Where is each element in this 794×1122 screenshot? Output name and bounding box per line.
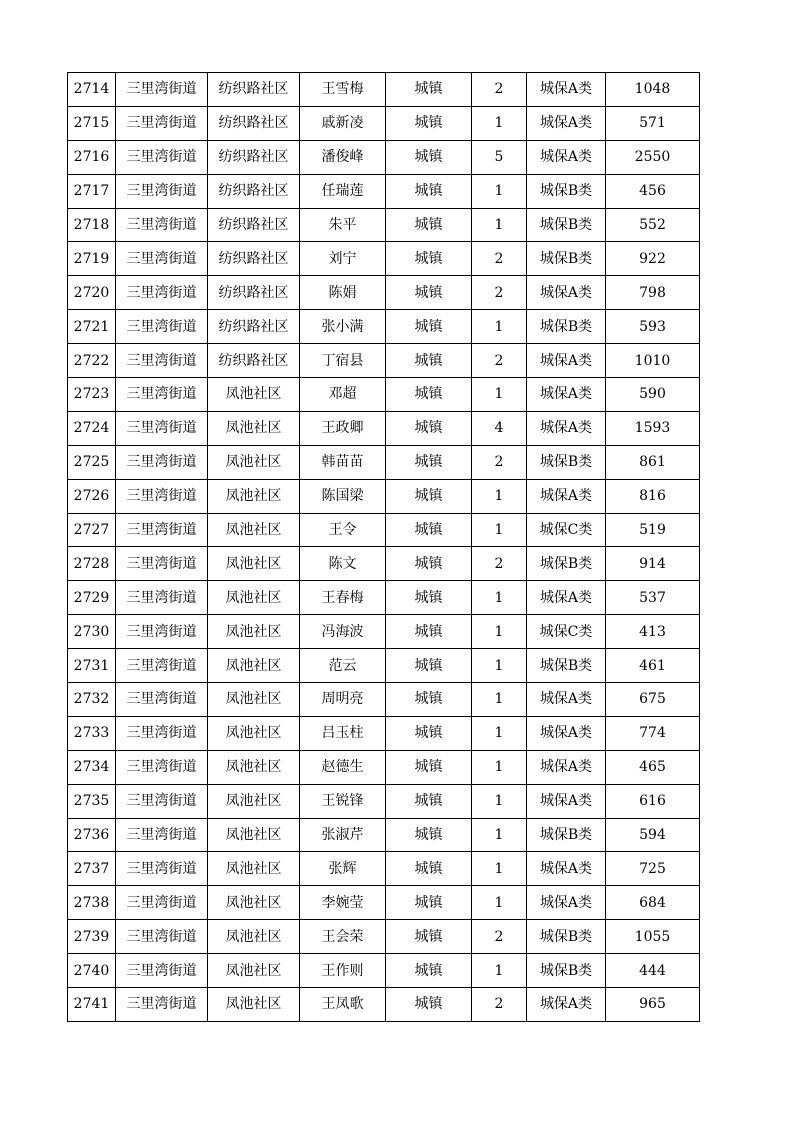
area-type-cell: 城镇 (386, 716, 472, 750)
record-number-cell: 2719 (68, 242, 116, 276)
record-number-cell: 2715 (68, 106, 116, 140)
household-count-cell: 1 (472, 818, 527, 852)
table-row (68, 106, 700, 140)
street-cell: 三里湾街道 (116, 988, 208, 1022)
record-number-cell: 2737 (68, 852, 116, 886)
community-cell: 凤池社区 (208, 581, 300, 615)
record-number-cell: 2727 (68, 513, 116, 547)
area-type-cell: 城镇 (386, 276, 472, 310)
street-cell: 三里湾街道 (116, 886, 208, 920)
household-count-cell: 4 (472, 411, 527, 445)
category-cell: 城保A类 (527, 750, 606, 784)
area-type-cell: 城镇 (386, 378, 472, 412)
record-number-cell: 2734 (68, 750, 116, 784)
area-type-cell: 城镇 (386, 649, 472, 683)
area-type-cell: 城镇 (386, 310, 472, 344)
category-cell: 城保A类 (527, 716, 606, 750)
amount-cell: 965 (606, 988, 700, 1022)
area-type-cell: 城镇 (386, 344, 472, 378)
area-type-cell: 城镇 (386, 73, 472, 107)
category-cell: 城保B类 (527, 954, 606, 988)
person-name-cell: 任瑞莲 (300, 174, 386, 208)
street-cell: 三里湾街道 (116, 445, 208, 479)
area-type-cell: 城镇 (386, 615, 472, 649)
table-row (68, 276, 700, 310)
amount-cell: 465 (606, 750, 700, 784)
street-cell: 三里湾街道 (116, 344, 208, 378)
community-cell: 凤池社区 (208, 445, 300, 479)
record-number-cell: 2717 (68, 174, 116, 208)
community-cell: 凤池社区 (208, 547, 300, 581)
household-count-cell: 1 (472, 784, 527, 818)
area-type-cell: 城镇 (386, 242, 472, 276)
record-number-cell: 2729 (68, 581, 116, 615)
amount-cell: 922 (606, 242, 700, 276)
household-count-cell: 2 (472, 242, 527, 276)
amount-cell: 675 (606, 683, 700, 717)
street-cell: 三里湾街道 (116, 208, 208, 242)
street-cell: 三里湾街道 (116, 750, 208, 784)
household-count-cell: 2 (472, 73, 527, 107)
category-cell: 城保C类 (527, 615, 606, 649)
amount-cell: 552 (606, 208, 700, 242)
area-type-cell: 城镇 (386, 886, 472, 920)
record-number-cell: 2731 (68, 649, 116, 683)
household-count-cell: 2 (472, 445, 527, 479)
record-number-cell: 2739 (68, 920, 116, 954)
household-count-cell: 2 (472, 920, 527, 954)
community-cell: 凤池社区 (208, 750, 300, 784)
amount-cell: 861 (606, 445, 700, 479)
table-row (68, 310, 700, 344)
table-row (68, 378, 700, 412)
table-body (68, 73, 700, 1022)
person-name-cell: 王春梅 (300, 581, 386, 615)
street-cell: 三里湾街道 (116, 818, 208, 852)
community-cell: 纺织路社区 (208, 242, 300, 276)
household-count-cell: 1 (472, 174, 527, 208)
community-cell: 纺织路社区 (208, 140, 300, 174)
household-count-cell: 5 (472, 140, 527, 174)
person-name-cell: 陈文 (300, 547, 386, 581)
category-cell: 城保A类 (527, 886, 606, 920)
record-number-cell: 2728 (68, 547, 116, 581)
table-row (68, 242, 700, 276)
household-count-cell: 1 (472, 106, 527, 140)
amount-cell: 1593 (606, 411, 700, 445)
record-number-cell: 2741 (68, 988, 116, 1022)
record-number-cell: 2716 (68, 140, 116, 174)
street-cell: 三里湾街道 (116, 683, 208, 717)
table-row (68, 615, 700, 649)
category-cell: 城保A类 (527, 479, 606, 513)
community-cell: 纺织路社区 (208, 310, 300, 344)
street-cell: 三里湾街道 (116, 310, 208, 344)
community-cell: 凤池社区 (208, 852, 300, 886)
household-count-cell: 2 (472, 276, 527, 310)
record-number-cell: 2722 (68, 344, 116, 378)
area-type-cell: 城镇 (386, 174, 472, 208)
amount-cell: 456 (606, 174, 700, 208)
household-count-cell: 1 (472, 852, 527, 886)
area-type-cell: 城镇 (386, 784, 472, 818)
category-cell: 城保B类 (527, 174, 606, 208)
street-cell: 三里湾街道 (116, 784, 208, 818)
area-type-cell: 城镇 (386, 513, 472, 547)
person-name-cell: 陈国梁 (300, 479, 386, 513)
table-row (68, 73, 700, 107)
street-cell: 三里湾街道 (116, 479, 208, 513)
street-cell: 三里湾街道 (116, 920, 208, 954)
community-cell: 纺织路社区 (208, 73, 300, 107)
category-cell: 城保B类 (527, 445, 606, 479)
household-count-cell: 1 (472, 615, 527, 649)
amount-cell: 590 (606, 378, 700, 412)
table-row (68, 649, 700, 683)
community-cell: 凤池社区 (208, 716, 300, 750)
community-cell: 纺织路社区 (208, 276, 300, 310)
community-cell: 凤池社区 (208, 378, 300, 412)
person-name-cell: 王令 (300, 513, 386, 547)
amount-cell: 444 (606, 954, 700, 988)
category-cell: 城保A类 (527, 276, 606, 310)
community-cell: 纺织路社区 (208, 208, 300, 242)
community-cell: 凤池社区 (208, 818, 300, 852)
amount-cell: 2550 (606, 140, 700, 174)
person-name-cell: 范云 (300, 649, 386, 683)
person-name-cell: 丁宿县 (300, 344, 386, 378)
area-type-cell: 城镇 (386, 852, 472, 886)
amount-cell: 798 (606, 276, 700, 310)
table-row (68, 208, 700, 242)
amount-cell: 1048 (606, 73, 700, 107)
category-cell: 城保B类 (527, 649, 606, 683)
amount-cell: 537 (606, 581, 700, 615)
street-cell: 三里湾街道 (116, 581, 208, 615)
person-name-cell: 张小满 (300, 310, 386, 344)
record-number-cell: 2714 (68, 73, 116, 107)
table-row (68, 581, 700, 615)
category-cell: 城保B类 (527, 310, 606, 344)
beneficiary-table (67, 72, 700, 1022)
record-number-cell: 2730 (68, 615, 116, 649)
street-cell: 三里湾街道 (116, 547, 208, 581)
street-cell: 三里湾街道 (116, 852, 208, 886)
person-name-cell: 王凤歌 (300, 988, 386, 1022)
community-cell: 凤池社区 (208, 513, 300, 547)
community-cell: 凤池社区 (208, 649, 300, 683)
street-cell: 三里湾街道 (116, 649, 208, 683)
amount-cell: 1010 (606, 344, 700, 378)
area-type-cell: 城镇 (386, 445, 472, 479)
household-count-cell: 1 (472, 479, 527, 513)
record-number-cell: 2723 (68, 378, 116, 412)
amount-cell: 816 (606, 479, 700, 513)
table-row (68, 784, 700, 818)
community-cell: 纺织路社区 (208, 344, 300, 378)
record-number-cell: 2724 (68, 411, 116, 445)
area-type-cell: 城镇 (386, 208, 472, 242)
category-cell: 城保A类 (527, 344, 606, 378)
table-row (68, 818, 700, 852)
category-cell: 城保B类 (527, 818, 606, 852)
table-row (68, 344, 700, 378)
household-count-cell: 1 (472, 208, 527, 242)
street-cell: 三里湾街道 (116, 174, 208, 208)
person-name-cell: 王锐锋 (300, 784, 386, 818)
person-name-cell: 陈娟 (300, 276, 386, 310)
record-number-cell: 2732 (68, 683, 116, 717)
amount-cell: 413 (606, 615, 700, 649)
community-cell: 纺织路社区 (208, 174, 300, 208)
community-cell: 凤池社区 (208, 886, 300, 920)
table-row (68, 445, 700, 479)
table-row (68, 954, 700, 988)
area-type-cell: 城镇 (386, 683, 472, 717)
household-count-cell: 2 (472, 988, 527, 1022)
area-type-cell: 城镇 (386, 581, 472, 615)
record-number-cell: 2738 (68, 886, 116, 920)
street-cell: 三里湾街道 (116, 106, 208, 140)
table-row (68, 716, 700, 750)
table-row (68, 886, 700, 920)
person-name-cell: 王会荣 (300, 920, 386, 954)
community-cell: 凤池社区 (208, 920, 300, 954)
person-name-cell: 刘宁 (300, 242, 386, 276)
category-cell: 城保A类 (527, 683, 606, 717)
person-name-cell: 周明亮 (300, 683, 386, 717)
street-cell: 三里湾街道 (116, 716, 208, 750)
category-cell: 城保B类 (527, 242, 606, 276)
person-name-cell: 朱平 (300, 208, 386, 242)
street-cell: 三里湾街道 (116, 242, 208, 276)
category-cell: 城保A类 (527, 988, 606, 1022)
amount-cell: 914 (606, 547, 700, 581)
person-name-cell: 韩苗苗 (300, 445, 386, 479)
table-row (68, 547, 700, 581)
community-cell: 凤池社区 (208, 615, 300, 649)
area-type-cell: 城镇 (386, 750, 472, 784)
household-count-cell: 1 (472, 683, 527, 717)
record-number-cell: 2718 (68, 208, 116, 242)
person-name-cell: 李婉莹 (300, 886, 386, 920)
household-count-cell: 1 (472, 513, 527, 547)
person-name-cell: 赵德生 (300, 750, 386, 784)
category-cell: 城保B类 (527, 547, 606, 581)
amount-cell: 684 (606, 886, 700, 920)
person-name-cell: 戚新凌 (300, 106, 386, 140)
record-number-cell: 2721 (68, 310, 116, 344)
amount-cell: 571 (606, 106, 700, 140)
community-cell: 凤池社区 (208, 683, 300, 717)
community-cell: 凤池社区 (208, 784, 300, 818)
household-count-cell: 1 (472, 378, 527, 412)
area-type-cell: 城镇 (386, 140, 472, 174)
category-cell: 城保A类 (527, 106, 606, 140)
street-cell: 三里湾街道 (116, 276, 208, 310)
record-number-cell: 2733 (68, 716, 116, 750)
area-type-cell: 城镇 (386, 818, 472, 852)
area-type-cell: 城镇 (386, 988, 472, 1022)
street-cell: 三里湾街道 (116, 513, 208, 547)
amount-cell: 616 (606, 784, 700, 818)
community-cell: 纺织路社区 (208, 106, 300, 140)
table-row (68, 683, 700, 717)
record-number-cell: 2736 (68, 818, 116, 852)
category-cell: 城保A类 (527, 581, 606, 615)
community-cell: 凤池社区 (208, 988, 300, 1022)
person-name-cell: 张辉 (300, 852, 386, 886)
household-count-cell: 1 (472, 649, 527, 683)
amount-cell: 725 (606, 852, 700, 886)
table-row (68, 750, 700, 784)
amount-cell: 519 (606, 513, 700, 547)
amount-cell: 461 (606, 649, 700, 683)
category-cell: 城保A类 (527, 140, 606, 174)
amount-cell: 774 (606, 716, 700, 750)
person-name-cell: 王作则 (300, 954, 386, 988)
person-name-cell: 王雪梅 (300, 73, 386, 107)
community-cell: 凤池社区 (208, 411, 300, 445)
household-count-cell: 1 (472, 716, 527, 750)
category-cell: 城保A类 (527, 73, 606, 107)
area-type-cell: 城镇 (386, 411, 472, 445)
street-cell: 三里湾街道 (116, 411, 208, 445)
area-type-cell: 城镇 (386, 479, 472, 513)
street-cell: 三里湾街道 (116, 378, 208, 412)
area-type-cell: 城镇 (386, 920, 472, 954)
category-cell: 城保B类 (527, 920, 606, 954)
community-cell: 凤池社区 (208, 479, 300, 513)
category-cell: 城保A类 (527, 378, 606, 412)
record-number-cell: 2720 (68, 276, 116, 310)
record-number-cell: 2725 (68, 445, 116, 479)
record-number-cell: 2740 (68, 954, 116, 988)
household-count-cell: 1 (472, 886, 527, 920)
street-cell: 三里湾街道 (116, 140, 208, 174)
person-name-cell: 邓超 (300, 378, 386, 412)
household-count-cell: 1 (472, 581, 527, 615)
community-cell: 凤池社区 (208, 954, 300, 988)
table-row (68, 852, 700, 886)
street-cell: 三里湾街道 (116, 615, 208, 649)
category-cell: 城保A类 (527, 852, 606, 886)
category-cell: 城保A类 (527, 411, 606, 445)
household-count-cell: 1 (472, 954, 527, 988)
amount-cell: 593 (606, 310, 700, 344)
household-count-cell: 2 (472, 344, 527, 378)
record-number-cell: 2726 (68, 479, 116, 513)
area-type-cell: 城镇 (386, 954, 472, 988)
person-name-cell: 潘俊峰 (300, 140, 386, 174)
household-count-cell: 1 (472, 310, 527, 344)
table-row (68, 174, 700, 208)
person-name-cell: 王政卿 (300, 411, 386, 445)
table-row (68, 513, 700, 547)
person-name-cell: 吕玉柱 (300, 716, 386, 750)
person-name-cell: 张淑芹 (300, 818, 386, 852)
table-row (68, 988, 700, 1022)
category-cell: 城保B类 (527, 208, 606, 242)
table-row (68, 479, 700, 513)
table-row (68, 140, 700, 174)
amount-cell: 594 (606, 818, 700, 852)
area-type-cell: 城镇 (386, 106, 472, 140)
area-type-cell: 城镇 (386, 547, 472, 581)
street-cell: 三里湾街道 (116, 73, 208, 107)
table-row (68, 411, 700, 445)
category-cell: 城保C类 (527, 513, 606, 547)
household-count-cell: 2 (472, 547, 527, 581)
street-cell: 三里湾街道 (116, 954, 208, 988)
category-cell: 城保A类 (527, 784, 606, 818)
amount-cell: 1055 (606, 920, 700, 954)
household-count-cell: 1 (472, 750, 527, 784)
record-number-cell: 2735 (68, 784, 116, 818)
table-row (68, 920, 700, 954)
person-name-cell: 冯海波 (300, 615, 386, 649)
